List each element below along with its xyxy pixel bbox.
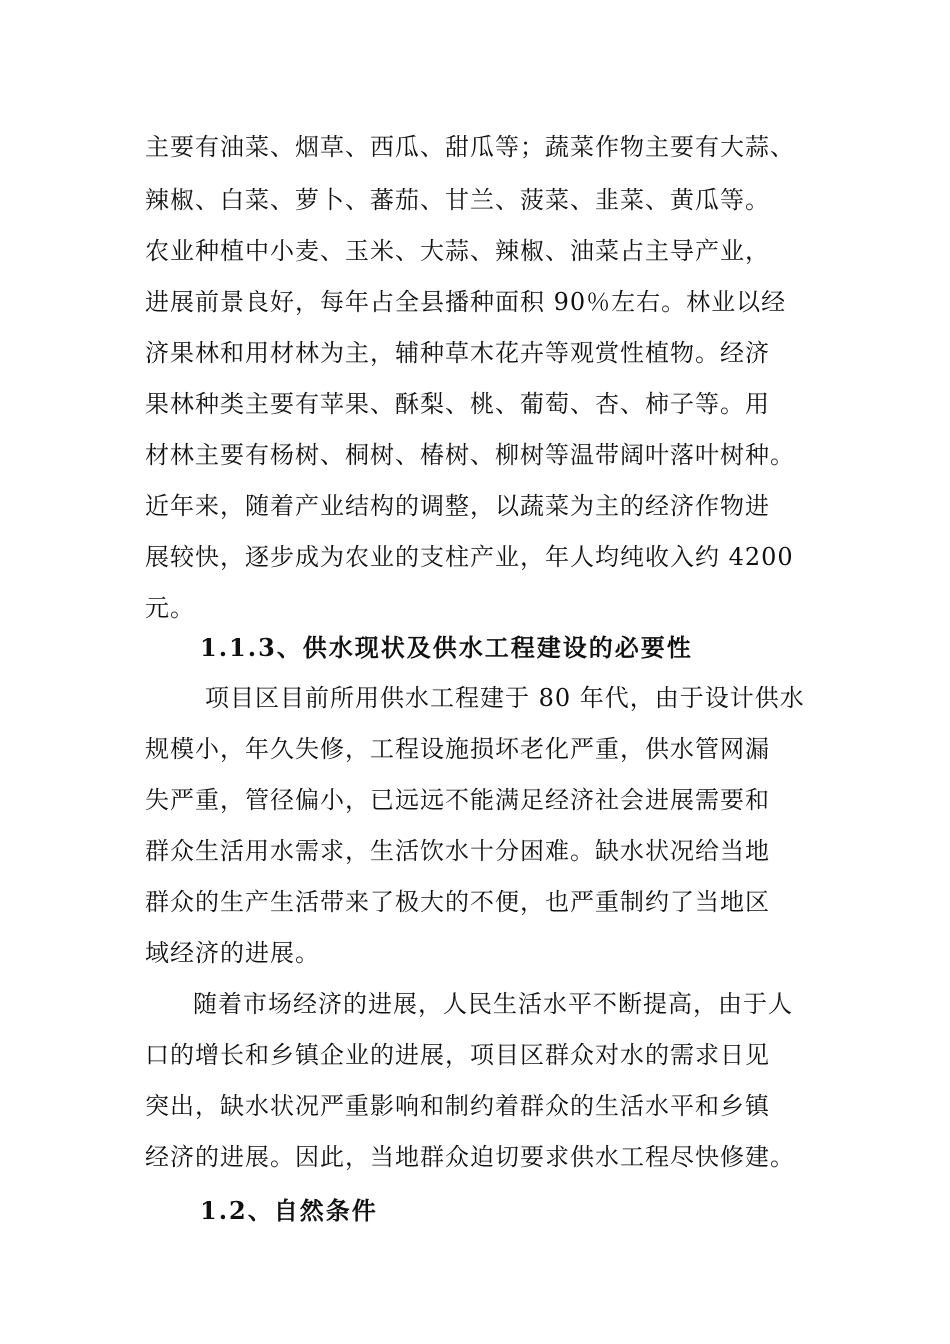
text-line: 济果林和用材林为主，辅种草木花卉等观赏性植物。经济: [145, 339, 770, 367]
text-line: 经济的进展。因此，当地群众迫切要求供水工程尽快修建。: [145, 1143, 795, 1171]
text-line: 展较快，逐步成为农业的支柱产业，年人均纯收入约 4200: [145, 543, 794, 571]
text-line: 随着市场经济的进展，人民生活水平不断提高，由于人: [193, 990, 793, 1018]
text-line: 主要有油菜、烟草、西瓜、甜瓜等；蔬菜作物主要有大蒜、: [145, 133, 795, 161]
text-line: 群众的生产生活带来了极大的不便，也严重制约了当地区: [145, 888, 770, 916]
text-line: 元。: [145, 594, 195, 622]
text-line: 进展前景良好，每年占全县播种面积 90％左右。林业以经: [145, 288, 787, 316]
text-line: 口的增长和乡镇企业的进展，项目区群众对水的需求日见: [145, 1041, 770, 1069]
section-heading-1-1-3: 1.1.3、供水现状及供水工程建设的必要性: [200, 633, 693, 662]
text-line: 果林种类主要有苹果、酥梨、桃、葡萄、杏、柿子等。用: [145, 390, 770, 418]
text-line: 突出，缺水状况严重影响和制约着群众的生活水平和乡镇: [145, 1092, 770, 1120]
text-line: 规模小，年久失修，工程设施损坏老化严重，供水管网漏: [145, 735, 770, 763]
text-line: 材林主要有杨树、桐树、椿树、柳树等温带阔叶落叶树种。: [145, 441, 795, 469]
text-line: 农业种植中小麦、玉米、大蒜、辣椒、油菜占主导产业，: [145, 237, 770, 265]
text-line: 群众生活用水需求，生活饮水十分困难。缺水状况给当地: [145, 837, 770, 865]
text-line: 失严重，管径偏小，已远远不能满足经济社会进展需要和: [145, 786, 770, 814]
text-line: 辣椒、白菜、萝卜、蕃茄、甘兰、菠菜、韭菜、黄瓜等。: [145, 186, 770, 214]
text-line: 项目区目前所用供水工程建于 80 年代，由于设计供水: [205, 684, 805, 712]
text-line: 域经济的进展。: [145, 939, 320, 967]
text-line: 近年来，随着产业结构的调整，以蔬菜为主的经济作物进: [145, 492, 770, 520]
section-heading-1-2: 1.2、自然条件: [200, 1196, 378, 1225]
